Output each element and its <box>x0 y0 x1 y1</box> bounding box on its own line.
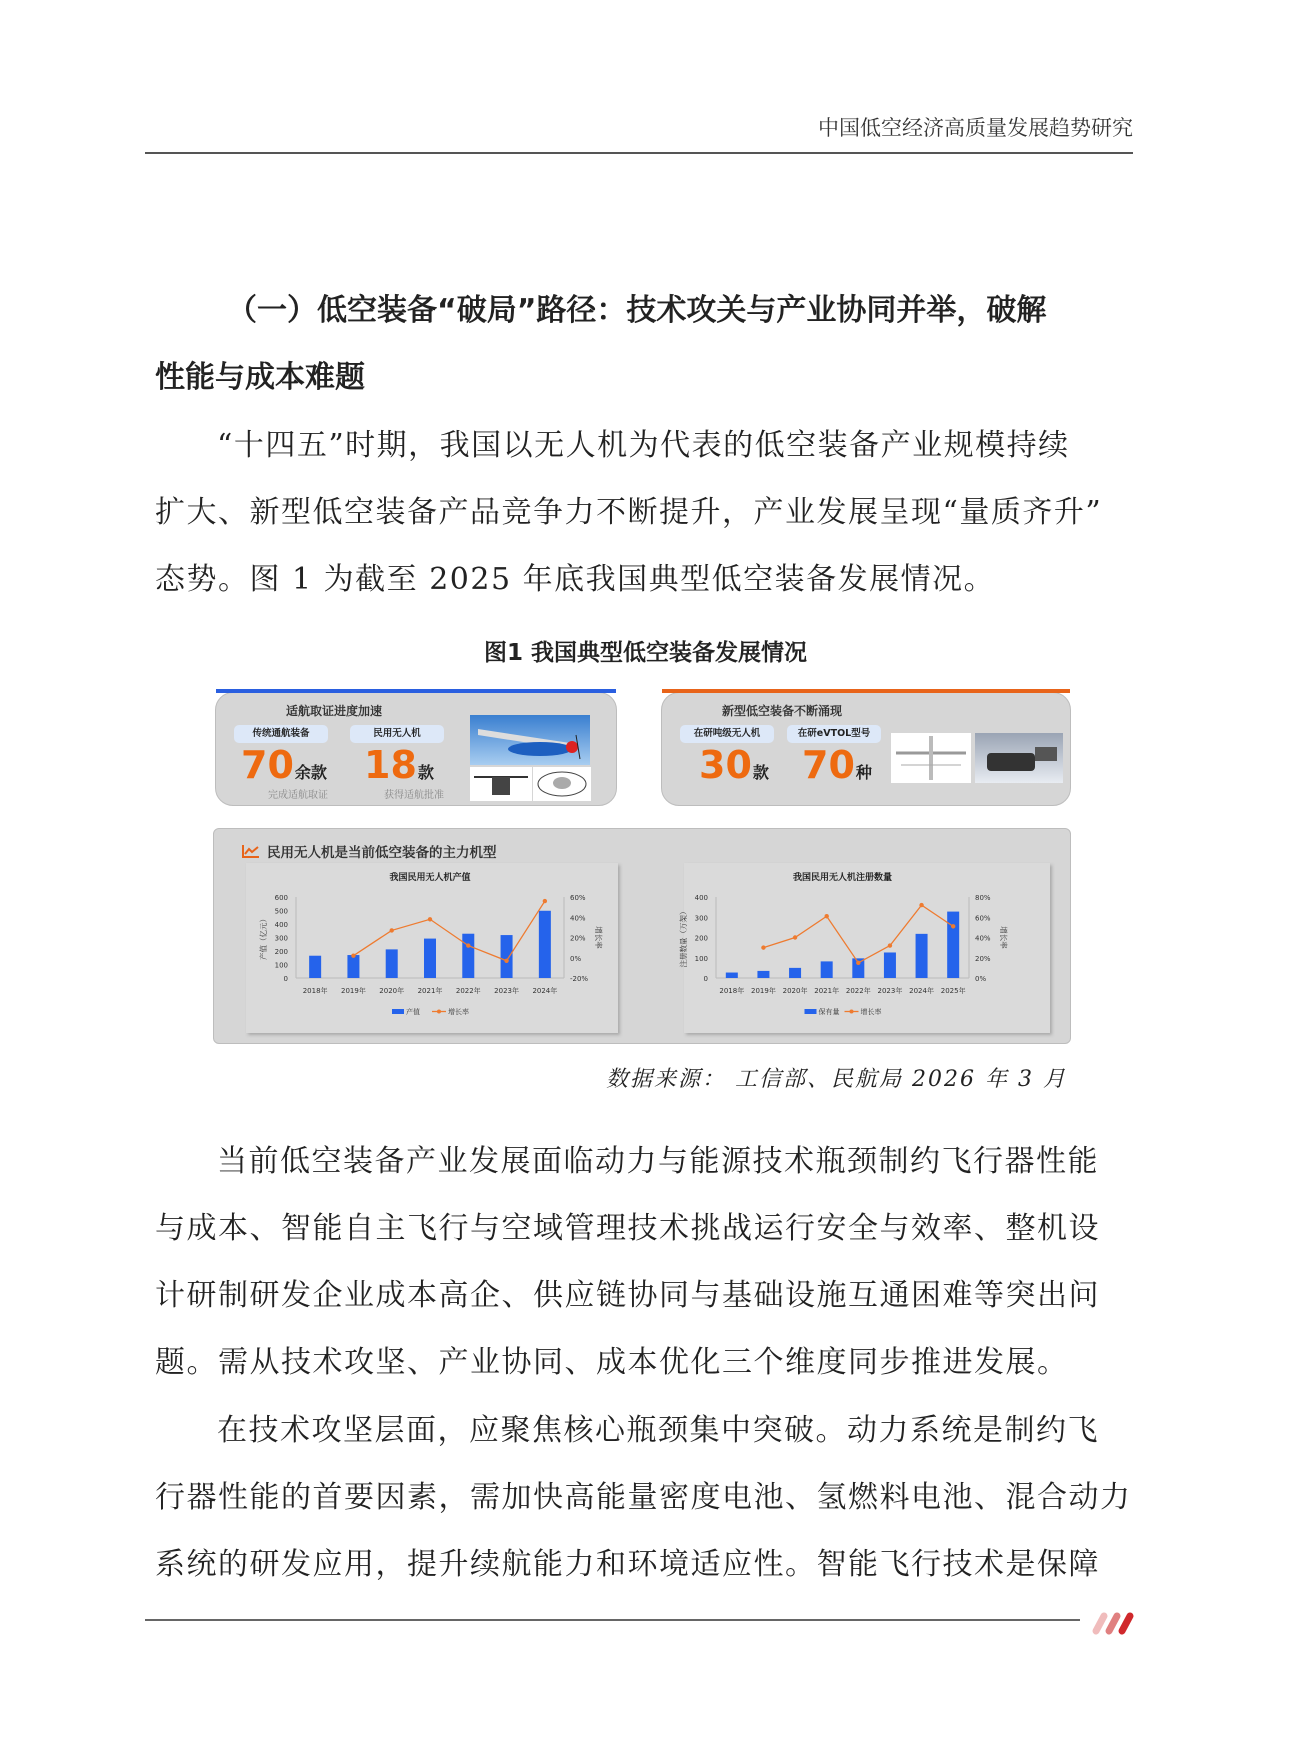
stat-value: 30款 <box>699 743 769 787</box>
y-tick-label: 200 <box>694 934 708 943</box>
card-accent-bar <box>216 689 616 693</box>
growth-point <box>466 943 470 947</box>
paragraph-3 <box>155 1397 1133 1598</box>
bar <box>386 949 398 978</box>
growth-line <box>353 901 544 961</box>
y2-tick-label: 0% <box>975 975 987 983</box>
legend-swatch-bar <box>392 1009 404 1014</box>
bar <box>501 935 513 978</box>
y2-tick-label: 80% <box>975 894 991 902</box>
y2-tick-label: 60% <box>975 914 991 923</box>
evtol-image <box>533 767 591 801</box>
legend-label: 增长率 <box>448 1008 469 1016</box>
y-tick-label: 400 <box>694 894 708 902</box>
stat-note: 获得适航批准 <box>384 790 444 801</box>
y-tick-label: 100 <box>694 954 708 963</box>
chart-title: 我国民用无人机产值 <box>389 873 471 883</box>
flying-car-image <box>975 733 1063 783</box>
text-line: “十四五”时期，我国以无人机为代表的低空装备产业规模持续 <box>217 428 1070 463</box>
footer-divider <box>145 1619 1080 1621</box>
x-tick-label: 2023年 <box>877 987 903 995</box>
x-tick-label: 2018年 <box>302 987 328 995</box>
uav-chart-panel <box>213 828 1071 1044</box>
line-chart-icon <box>241 843 261 859</box>
y2-tick-label: -20% <box>570 975 589 983</box>
growth-point <box>919 903 923 907</box>
x-tick-label: 2022年 <box>455 987 481 995</box>
evtol-plane-image <box>891 733 971 783</box>
bar <box>757 971 769 978</box>
paragraph-2 <box>155 1128 1133 1396</box>
bar <box>726 973 738 978</box>
growth-point <box>951 924 955 928</box>
growth-point <box>761 945 765 949</box>
text-line: 与成本、智能自主飞行与空域管理技术挑战运行安全与效率、整机设 <box>155 1211 1100 1246</box>
x-tick-label: 2019年 <box>341 987 366 995</box>
header-divider <box>145 152 1133 154</box>
legend-label: 保有量 <box>818 1008 840 1016</box>
bar <box>789 968 801 978</box>
growth-point <box>793 935 797 939</box>
bar <box>916 934 928 978</box>
y2-tick-label: 60% <box>570 894 586 902</box>
biplane-image <box>470 715 590 765</box>
card-accent-bar <box>662 689 1070 693</box>
text-line: 在技术攻坚层面，应聚焦核心瓶颈集中突破。动力系统是制约飞 <box>217 1413 1099 1448</box>
x-tick-label: 2022年 <box>845 987 871 995</box>
text-line: 态势。图 1 为截至 2025 年底我国典型低空装备发展情况。 <box>155 562 996 597</box>
y-tick-label: 400 <box>274 921 288 929</box>
text-line: 计研制研发企业成本高企、供应链协同与基础设施互通困难等突出问 <box>155 1278 1100 1313</box>
y2-tick-label: 20% <box>975 954 991 963</box>
stat-label: 在研吨级无人机 <box>680 725 774 743</box>
x-tick-label: 2019年 <box>751 987 776 995</box>
growth-point <box>888 943 892 947</box>
card-airworthiness <box>215 692 617 806</box>
growth-point <box>856 961 860 965</box>
chart-registrations <box>679 863 1050 1033</box>
x-tick-label: 2024年 <box>532 987 558 995</box>
growth-point <box>824 914 828 918</box>
growth-point <box>504 959 508 963</box>
y-tick-label: 600 <box>274 894 288 902</box>
bar <box>347 955 359 978</box>
x-tick-label: 2021年 <box>814 987 840 995</box>
stat-label: 在研eVTOL型号 <box>787 725 881 743</box>
data-source: 数据来源： 工信部、民航局 2026 年 3 月 <box>606 1067 1067 1092</box>
text-line: 扩大、新型低空装备产品竞争力不断提升，产业发展呈现“量质齐升” <box>155 495 1103 530</box>
text-line: 题。需从技术攻坚、产业协同、成本优化三个维度同步推进发展。 <box>155 1345 1069 1380</box>
footer-stripes-logo <box>1090 1610 1138 1636</box>
y2-tick-label: 40% <box>570 914 586 923</box>
x-tick-label: 2025年 <box>940 987 966 995</box>
y-tick-label: 0 <box>283 975 288 983</box>
y-tick-label: 0 <box>703 975 708 983</box>
heading-line-1: （一）低空装备“破局”路径：技术攻关与产业协同并举，破解 <box>227 293 1047 328</box>
legend-swatch-point <box>437 1010 441 1014</box>
stat-value: 70余款 <box>241 743 327 787</box>
x-tick-label: 2021年 <box>417 987 443 995</box>
section-heading <box>155 277 1133 344</box>
stat-label: 民用无人机 <box>350 725 444 743</box>
stat-label: 传统通航装备 <box>234 725 328 743</box>
x-tick-label: 2020年 <box>782 987 808 995</box>
bar <box>947 912 959 978</box>
panel-title: 民用无人机是当前低空装备的主力机型 <box>267 845 497 861</box>
growth-point <box>428 917 432 921</box>
card-title: 新型低空装备不断涌现 <box>722 704 843 718</box>
stat-value: 18款 <box>364 743 434 787</box>
card-new-equipment <box>661 692 1071 806</box>
bar <box>424 939 436 978</box>
bar <box>309 956 321 978</box>
growth-point <box>390 928 394 932</box>
legend-label: 产值 <box>406 1008 420 1016</box>
paragraph-1 <box>155 412 1133 613</box>
x-tick-label: 2018年 <box>719 987 745 995</box>
y-tick-label: 100 <box>274 961 288 970</box>
text-line: 系统的研发应用，提升续航能力和环境适应性。智能飞行技术是保障 <box>155 1547 1100 1582</box>
y-tick-label: 300 <box>274 934 288 943</box>
y-axis-label: 注册数量（万架） <box>679 907 688 968</box>
bar <box>539 911 551 978</box>
y-tick-label: 200 <box>274 948 288 956</box>
bar <box>821 961 833 978</box>
growth-point <box>543 899 547 903</box>
y-tick-label: 500 <box>274 907 288 916</box>
bar <box>884 952 896 978</box>
y2-tick-label: 20% <box>570 934 586 943</box>
x-tick-label: 2020年 <box>379 987 405 995</box>
y-axis-label: 产值（亿元） <box>259 915 268 960</box>
y2-axis-label: 增长率 <box>999 926 1008 949</box>
stat-note: 完成适航取证 <box>268 790 328 801</box>
text-line: 当前低空装备产业发展面临动力与能源技术瓶颈制约飞行器性能 <box>217 1144 1099 1179</box>
legend-swatch-point <box>850 1010 854 1014</box>
legend-label: 增长率 <box>860 1008 882 1016</box>
running-header: 中国低空经济高质量发展趋势研究 <box>818 116 1133 140</box>
x-tick-label: 2023年 <box>494 987 519 995</box>
chart-title: 我国民用无人机注册数量 <box>792 873 893 883</box>
drone-image <box>470 767 532 801</box>
y2-axis-label: 增长率 <box>594 926 603 949</box>
chart-output-value <box>246 863 618 1033</box>
y2-tick-label: 40% <box>975 934 991 943</box>
stat-value: 70种 <box>802 743 872 787</box>
y2-tick-label: 0% <box>570 954 582 963</box>
y-tick-label: 300 <box>694 914 708 923</box>
legend-swatch-bar <box>805 1009 817 1014</box>
section-heading-cont: 性能与成本难题 <box>155 360 365 395</box>
figure-caption: 图1 我国典型低空装备发展情况 <box>483 640 807 666</box>
bar <box>462 934 474 978</box>
x-tick-label: 2024年 <box>909 987 934 995</box>
card-title: 适航取证进度加速 <box>286 704 383 718</box>
text-line: 行器性能的首要因素，需加快高能量密度电池、氢燃料电池、混合动力 <box>155 1480 1132 1515</box>
growth-point <box>351 954 355 958</box>
